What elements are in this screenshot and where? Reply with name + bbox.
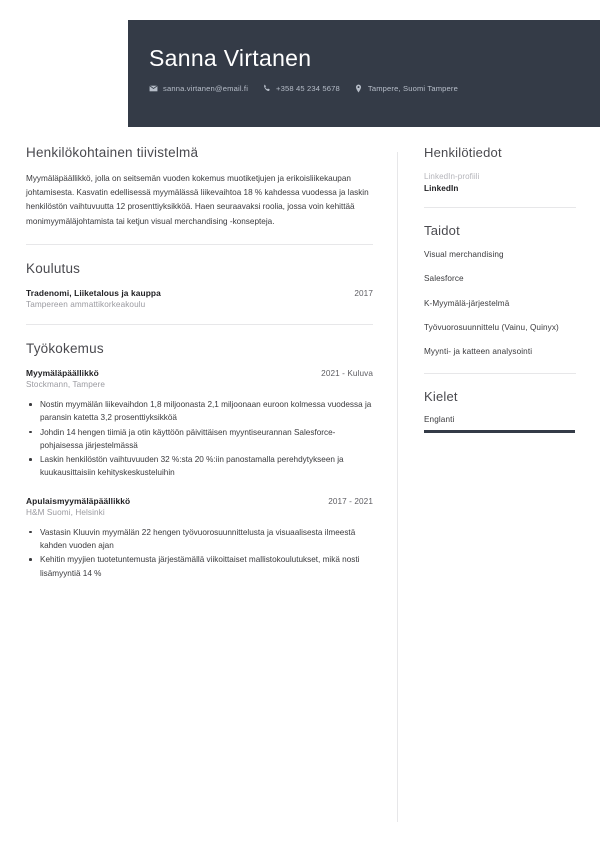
contact-email — [149, 84, 248, 93]
right-column — [424, 145, 576, 433]
contact-email-text: sanna.virtanen@email.fi — [163, 84, 249, 94]
education-date: 2017 — [354, 288, 373, 298]
list-item: Visual merchandising — [424, 250, 504, 260]
personal-info-value[interactable]: LinkedIn — [424, 183, 459, 193]
personal-info-item — [424, 172, 576, 193]
education-degree: Tradenomi, Liiketalous ja kauppa — [26, 287, 161, 298]
education-entry-head — [26, 288, 373, 298]
experience-bullets — [26, 526, 373, 580]
entry-spacer — [26, 481, 373, 496]
list-item: Kehitin myyjien tuotetuntemusta järjestämällä viikoittaiset mallistokoulutukset, mikä nosti lisämyyntiä 14 % — [26, 553, 373, 580]
list-item: Nostin myymälän liikevaihdon 1,8 miljoonasta 2,1 miljoonaan euroon kolmessa vuodessa ja paransin katetta 3,2 prosenttiyksikköä — [26, 398, 373, 425]
experience-heading: Työkokemus — [26, 340, 104, 356]
skills-heading: Taidot — [424, 222, 460, 238]
experience-entry — [26, 368, 373, 480]
experience-date: 2017 - 2021 — [328, 496, 373, 506]
languages-heading: Kielet — [424, 388, 458, 404]
contact-location — [354, 84, 458, 93]
list-item: K-Myymälä-järjestelmä — [424, 298, 510, 308]
phone-icon — [262, 84, 271, 93]
summary-heading: Henkilökohtainen tiivistelmä — [26, 145, 199, 160]
column-divider — [397, 152, 398, 822]
experience-company: Stockmann, Tampere — [26, 380, 106, 389]
section-personal-info — [424, 145, 576, 193]
list-item: Myynti- ja katteen analysointi — [424, 347, 533, 357]
left-column — [26, 145, 373, 581]
list-item: Laskin henkilöstön vaihtuvuuden 32 %:sta 20 %:iin panostamalla perehdytykseen ja kuukausittaisiin kehityskeskusteluihin — [26, 453, 373, 480]
education-entry — [26, 288, 373, 309]
experience-bullets — [26, 398, 373, 480]
divider-after-personal-info — [424, 207, 576, 208]
divider-after-education — [26, 324, 373, 325]
divider-after-summary — [26, 244, 373, 245]
language-name: Englanti — [424, 415, 455, 425]
resume-header — [128, 20, 600, 127]
list-item: Vastasin Kluuvin myymälän 22 hengen työvuorosuunnittelusta ja visuaalisesta ilmeestä kahden vuoden ajan — [26, 526, 373, 553]
experience-date: 2021 - Kuluva — [321, 369, 373, 378]
education-heading: Koulutus — [26, 260, 81, 276]
section-languages — [424, 389, 576, 434]
list-item: Johdin 14 hengen tiimiä ja otin käyttöön päivittäisen myyntiseurannan Salesforce-pohjaisessa järjestelmässä — [26, 426, 373, 453]
experience-entry-head — [26, 368, 373, 378]
contact-location-text: Tampere, Suomi Tampere — [367, 84, 458, 94]
personal-info-heading: Henkilötiedot — [424, 145, 502, 160]
page-title: Sanna Virtanen — [149, 45, 312, 71]
education-school: Tampereen ammattikorkeakoulu — [26, 299, 146, 309]
section-experience — [26, 341, 373, 580]
contact-phone — [262, 84, 340, 93]
section-education — [26, 261, 373, 309]
experience-entry — [26, 496, 373, 580]
personal-info-label: LinkedIn-profiili — [424, 171, 480, 181]
experience-company: H&M Suomi, Helsinki — [26, 507, 105, 517]
summary-text: Myymäläpäällikkö, jolla on seitsemän vuoden kokemus muotiketjujen ja erikoisliikekaupan johtamisesta. Kasvatin edellisessä myymälässä liikevaihtoa 18 % kahdessa vuodessa ja laskin henkilöstön vaihtuvuutta 12 prosenttiyksikköä. Haen seuraavaksi roolia, jossa voin kehittää monimyymäläjohtamista tai ketjun visual merchandising -konsepteja. — [26, 174, 369, 226]
experience-role: Apulaismyymäläpäällikkö — [26, 495, 131, 506]
divider-after-skills — [424, 373, 576, 374]
contact-row — [149, 84, 600, 93]
experience-entry-head — [26, 496, 373, 506]
section-summary — [26, 145, 373, 229]
language-item — [424, 415, 576, 433]
contact-phone-text: +358 45 234 5678 — [276, 84, 340, 94]
list-item: Työvuorosuunnittelu (Vainu, Quinyx) — [424, 323, 559, 333]
envelope-icon — [149, 84, 158, 93]
location-pin-icon — [354, 84, 363, 93]
language-proficiency-bar — [424, 430, 575, 433]
section-skills — [424, 223, 576, 359]
list-item: Salesforce — [424, 274, 464, 284]
experience-role: Myymäläpäällikkö — [26, 368, 99, 378]
